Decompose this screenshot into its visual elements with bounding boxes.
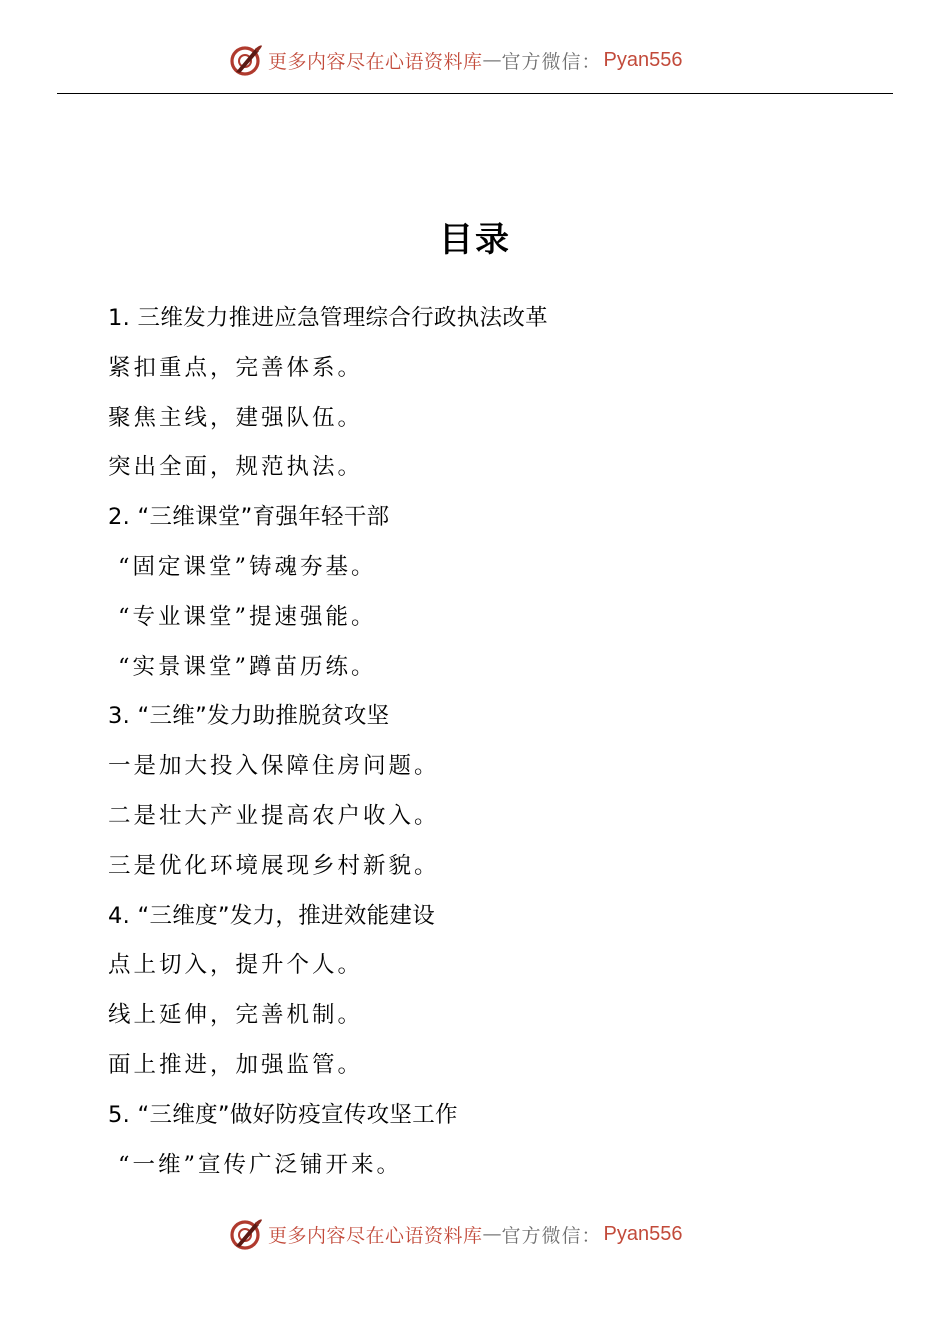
toc-subitem: “固定课堂”铸魂夯基。 — [118, 553, 377, 580]
brand-text: 更多内容尽在心语资料库 — [268, 50, 483, 73]
brand-dash: — — [482, 49, 502, 71]
toc-subitem: 点上切入，提升个人。 — [108, 952, 364, 979]
toc-subitem: 紧扣重点，完善体系。 — [108, 354, 364, 381]
header-divider — [57, 93, 893, 94]
table-of-contents — [108, 294, 888, 1190]
toc-section-heading: 2. “三维课堂”育强年轻干部 — [108, 504, 390, 531]
toc-subitem: “实景课堂”蹲苗历练。 — [118, 653, 377, 680]
toc-subitem: 一是加大投入保障住房问题。 — [108, 753, 440, 780]
toc-section-heading: 4. “三维度”发力，推进效能建设 — [108, 902, 436, 929]
brand-text: 更多内容尽在心语资料库 — [268, 1224, 483, 1247]
quill-logo-icon — [228, 42, 264, 78]
toc-section-heading: 3. “三维”发力助推脱贫攻坚 — [108, 703, 390, 730]
toc-subitem: “一维”宣传广泛铺开来。 — [118, 1151, 403, 1178]
page-header — [0, 40, 950, 80]
page-footer — [0, 1214, 950, 1254]
wechat-label: 官方微信： — [501, 50, 602, 73]
brand-banner — [228, 1214, 683, 1254]
wechat-label: 官方微信： — [501, 1224, 602, 1247]
toc-subitem: 聚焦主线，建强队伍。 — [108, 404, 364, 431]
toc-section-heading: 5. “三维度”做好防疫宣传攻坚工作 — [108, 1101, 458, 1128]
toc-subitem: “专业课堂”提速强能。 — [118, 603, 377, 630]
toc-subitem: 二是壮大产业提高农户收入。 — [108, 802, 440, 829]
toc-subitem: 线上延伸，完善机制。 — [108, 1002, 364, 1029]
brand-banner — [228, 40, 683, 80]
wechat-id: Pyan556 — [603, 1222, 683, 1245]
toc-subitem: 突出全面，规范执法。 — [108, 454, 364, 481]
quill-logo-icon — [228, 1216, 264, 1252]
toc-subitem: 面上推进，加强监管。 — [108, 1051, 364, 1078]
toc-subitem: 三是优化环境展现乡村新貌。 — [108, 852, 440, 879]
page-title: 目录 — [439, 220, 511, 260]
wechat-id: Pyan556 — [603, 48, 683, 71]
brand-dash: — — [482, 1223, 502, 1245]
toc-section-heading: 1. 三维发力推进应急管理综合行政执法改革 — [108, 305, 548, 331]
